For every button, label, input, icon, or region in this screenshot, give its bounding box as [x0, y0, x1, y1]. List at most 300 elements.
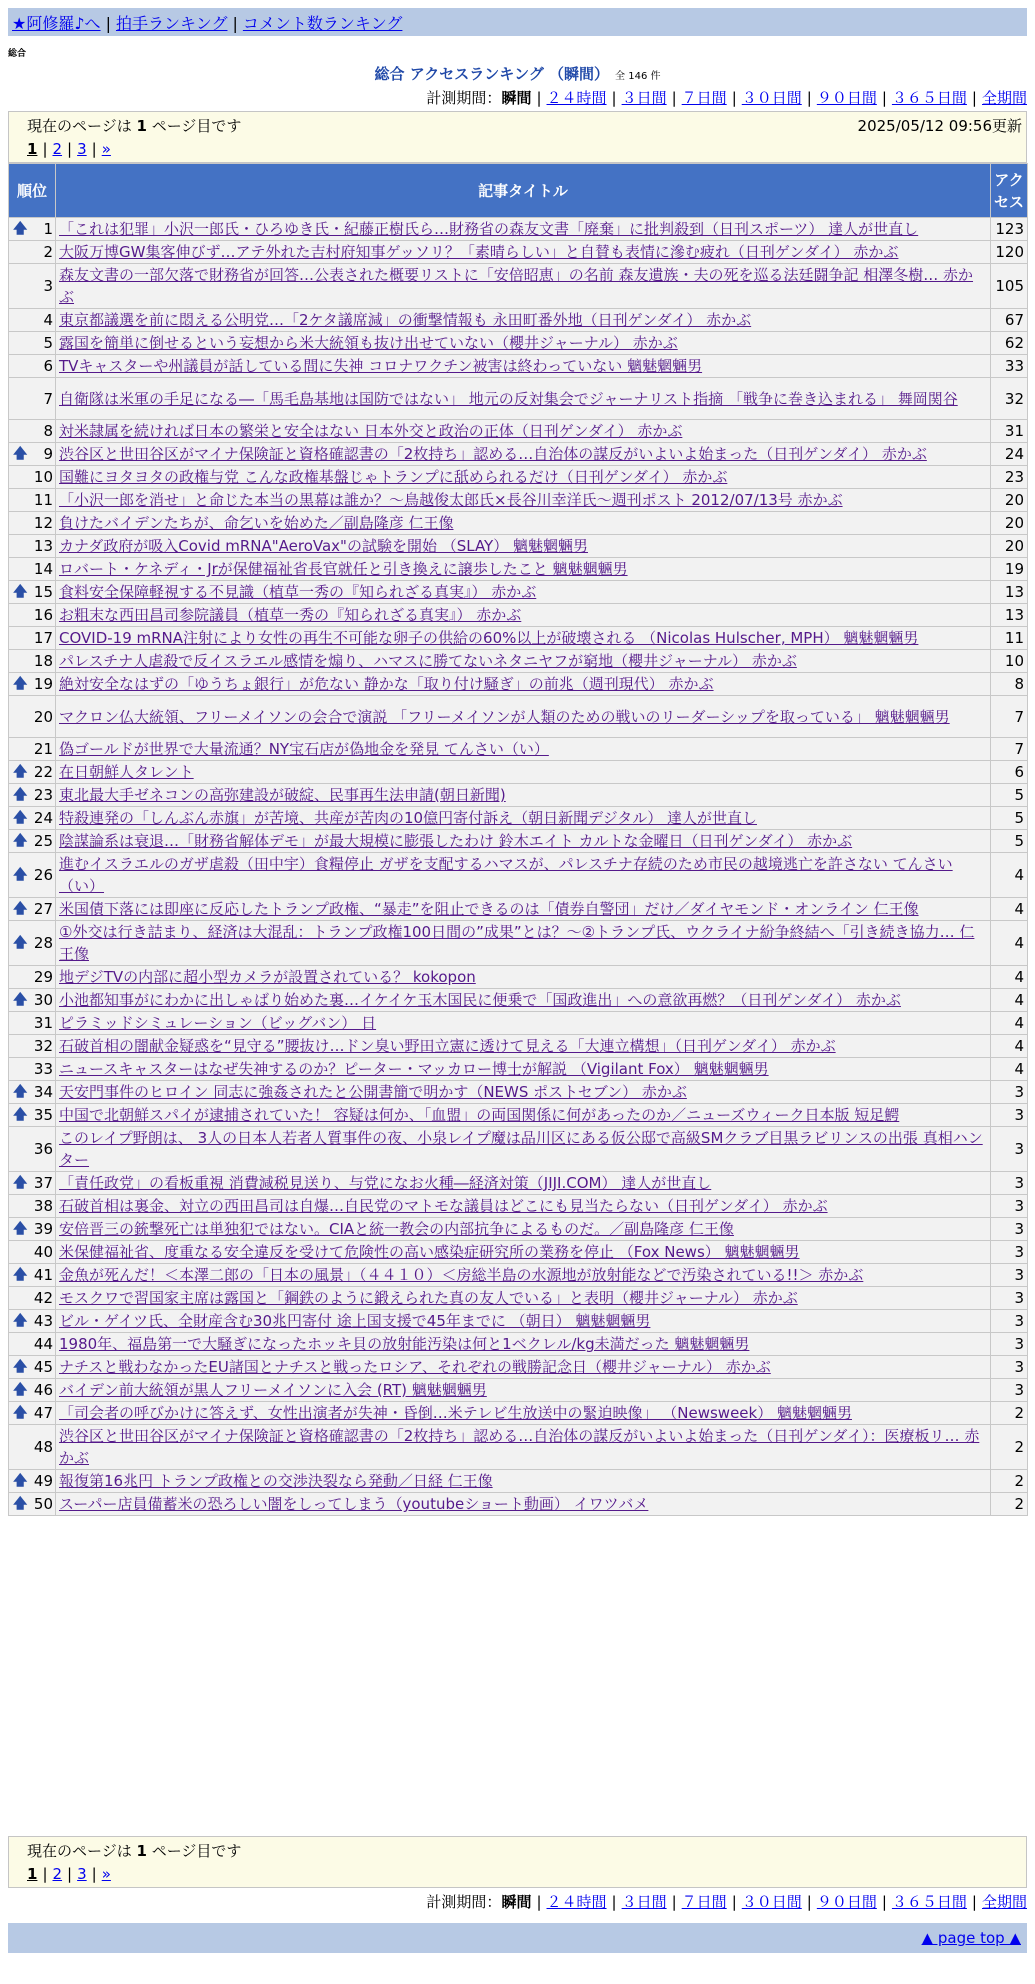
- title-cell: [56, 1310, 991, 1333]
- title-cell: [56, 443, 991, 466]
- rank-cell: [9, 673, 56, 696]
- article-title-link[interactable]: 「司会者の呼びかけに答えず、女性出演者が失神・昏倒…米テレビ生放送中の緊迫映像」 （Newsweek） 魑魅魍魎男: [59, 1404, 852, 1422]
- title-cell: [56, 378, 991, 420]
- nav-sep: |: [232, 14, 238, 33]
- rank-number: 33: [33, 1060, 53, 1078]
- article-title-link[interactable]: 地デジTVの内部に超小型カメラが設置されている？ kokopon: [59, 968, 476, 986]
- access-count: 3: [991, 1081, 1028, 1104]
- page-next-link[interactable]: »: [101, 1865, 111, 1883]
- article-title-link[interactable]: 「小沢一郎を消せ」と命じた本当の黒幕は誰か？～鳥越俊太郎氏×長谷川幸洋氏～週刊ポスト 2012/07/13号 赤かぶ: [59, 491, 843, 509]
- title-cell: [56, 241, 991, 264]
- article-title-link[interactable]: 負けたバイデンたちが、命乞いを始めた／副島隆彦 仁王像: [59, 514, 454, 532]
- table-row: [9, 309, 1028, 332]
- table-row: [9, 673, 1028, 696]
- title-cell: [56, 466, 991, 489]
- access-count: 3: [991, 1264, 1028, 1287]
- rank-up-arrow-icon: 🡅: [13, 764, 28, 780]
- article-title-link[interactable]: 石破首相は裏金、対立の西田昌司は自爆…自民党のマトモな議員はどこにも見当たらない（日刊ゲンダイ） 赤かぶ: [59, 1197, 828, 1215]
- table-row: [9, 332, 1028, 355]
- access-count: 3: [991, 1172, 1028, 1195]
- rank-cell: [9, 218, 56, 241]
- rank-cell: [9, 898, 56, 921]
- access-count: 3: [991, 1104, 1028, 1127]
- period-option-3[interactable]: ３０日間: [741, 89, 802, 107]
- rank-up-arrow-icon: 🡅: [13, 901, 28, 917]
- table-row: [9, 1470, 1028, 1493]
- page-title: 総合 アクセスランキング （瞬間）: [374, 65, 610, 83]
- article-title-link[interactable]: 金魚が死んだ！＜本澤二郎の「日本の風景」（４４１０）＜房総半島の水源地が放射能などで汚染されている!!＞ 赤かぶ: [59, 1266, 864, 1284]
- article-title-link[interactable]: 渋谷区と世田谷区がマイナ保険証と資格確認書の「2枚持ち」認める…自治体の謀反がいよいよ始まった（日刊ゲンダイ）：医療板リ… 赤かぶ: [59, 1427, 980, 1467]
- access-count: 3: [991, 1241, 1028, 1264]
- page-info-suffix: ページ目です: [146, 1842, 242, 1860]
- rank-number: 15: [33, 583, 53, 601]
- rank-number: 22: [33, 763, 53, 781]
- page-info-box-top: [8, 111, 1027, 163]
- page-info-prefix: 現在のページは: [27, 1842, 137, 1860]
- title-cell: [56, 1425, 991, 1470]
- rank-up-arrow-icon: 🡅: [13, 1496, 28, 1512]
- table-row: [9, 558, 1028, 581]
- access-count: 3: [991, 1287, 1028, 1310]
- rank-cell: [9, 489, 56, 512]
- article-title-link[interactable]: 国難にヨタヨタの政権与党 こんな政権基盤じゃトランプに舐められるだけ（日刊ゲンダイ） 赤かぶ: [59, 468, 728, 486]
- rank-cell: [9, 378, 56, 420]
- access-count: 105: [991, 264, 1028, 309]
- article-title-link[interactable]: スーパー店員備蓄米の恐ろしい闇をしってしまう（youtubeショート動画） イワツバメ: [59, 1495, 649, 1513]
- title-cell: [56, 807, 991, 830]
- article-title-link[interactable]: モスクワで習国家主席は露国と「鋼鉄のように鍛えられた真の友人でいる」と表明（櫻井ジャーナル） 赤かぶ: [59, 1289, 798, 1307]
- title-cell: [56, 738, 991, 761]
- table-row: [9, 241, 1028, 264]
- article-title-link[interactable]: 渋谷区と世田谷区がマイナ保険証と資格確認書の「2枚持ち」認める…自治体の謀反がいよいよ始まった（日刊ゲンダイ） 赤かぶ: [59, 445, 927, 463]
- rank-cell: [9, 966, 56, 989]
- nav-sep: |: [105, 14, 111, 33]
- article-title-link[interactable]: 対米隷属を続ければ日本の繁栄と安全はない 日本外交と政治の正体（日刊ゲンダイ） 赤かぶ: [59, 422, 683, 440]
- rank-number: 25: [33, 832, 53, 850]
- rank-cell: [9, 650, 56, 673]
- access-count: 4: [991, 1058, 1028, 1081]
- rank-number: 30: [33, 991, 53, 1009]
- rank-cell: [9, 921, 56, 966]
- rank-cell: [9, 784, 56, 807]
- table-row: [9, 378, 1028, 420]
- rank-cell: [9, 853, 56, 898]
- title-cell: [56, 264, 991, 309]
- article-title-link[interactable]: ニュースキャスターはなぜ失神するのか？ピーター・マッカロー博士が解説 （Vigilant Fox） 魑魅魍魎男: [59, 1060, 769, 1078]
- table-row: [9, 1218, 1028, 1241]
- rank-number: 20: [33, 707, 53, 726]
- article-title-link[interactable]: 米国債下落には即座に反応したトランプ政権、“暴走”を阻止できるのは「債券自警団」だけ／ダイヤモンド・オンライン 仁王像: [59, 900, 919, 918]
- period-option-0[interactable]: ２４時間: [546, 89, 607, 107]
- article-title-link[interactable]: 米保健福祉省、度重なる安全違反を受けて危険性の高い感染症研究所の業務を停止 （Fox News） 魑魅魍魎男: [59, 1243, 800, 1261]
- rank-up-arrow-icon: 🡅: [13, 787, 28, 803]
- col-rank-header: 順位: [9, 164, 56, 218]
- rank-up-arrow-icon: 🡅: [13, 867, 28, 883]
- article-title-link[interactable]: バイデン前大統領が黒人フリーメイソンに入会 (RT) 魑魅魍魎男: [59, 1381, 487, 1399]
- rank-cell: [9, 1470, 56, 1493]
- rank-cell: [9, 807, 56, 830]
- rank-up-arrow-icon: 🡅: [13, 810, 28, 826]
- title-cell: [56, 898, 991, 921]
- access-count: 13: [991, 604, 1028, 627]
- rank-cell: [9, 1012, 56, 1035]
- rank-number: 7: [43, 389, 53, 408]
- title-cell: [56, 218, 991, 241]
- access-count: 5: [991, 784, 1028, 807]
- rank-cell: [9, 1425, 56, 1470]
- period-sep: |: [731, 1893, 737, 1911]
- table-row: [9, 604, 1028, 627]
- page-info-prefix: 現在のページは: [27, 117, 137, 135]
- table-row: [9, 627, 1028, 650]
- page-link-3[interactable]: 3: [77, 1865, 87, 1883]
- article-title-link[interactable]: ビル・ゲイツ氏、全財産含む30兆円寄付 途上国支援で45年までに （朝日） 魑魅魍魎男: [59, 1312, 651, 1330]
- rank-up-arrow-icon: 🡅: [13, 1473, 28, 1489]
- page-sep: |: [91, 1865, 97, 1883]
- article-title-link[interactable]: 「責任政党」の看板重視 消費減税見送り、与党になお火種―経済対策（JIJI.COM） 達人が世直し: [59, 1174, 712, 1192]
- title-cell: [56, 1379, 991, 1402]
- page-sep: |: [67, 140, 73, 158]
- access-count: 62: [991, 332, 1028, 355]
- table-row: [9, 738, 1028, 761]
- rank-number: 17: [33, 629, 53, 647]
- period-sep: |: [881, 1893, 887, 1911]
- article-title-link[interactable]: 陰謀論系は衰退…「財務省解体デモ」が最大規模に膨張したわけ 鈴木エイト カルトな金曜日（日刊ゲンダイ） 赤かぶ: [59, 832, 853, 850]
- title-cell: [56, 921, 991, 966]
- rank-number: 27: [33, 900, 53, 918]
- table-row: [9, 1333, 1028, 1356]
- rank-number: 43: [33, 1312, 53, 1330]
- col-access-header: アクセス: [991, 164, 1028, 218]
- article-title-link[interactable]: 大阪万博GW集客伸びず…アテ外れた吉村府知事ゲッソリ？「素晴らしい」と自賛も表情に滲む疲れ（日刊ゲンダイ） 赤かぶ: [59, 243, 899, 261]
- rank-cell: [9, 558, 56, 581]
- page-link-2[interactable]: 2: [52, 1865, 63, 1883]
- page-info-number: 1: [136, 117, 147, 135]
- period-current: 瞬間: [501, 1893, 532, 1911]
- table-row: [9, 1493, 1028, 1516]
- article-title-link[interactable]: 東北最大手ゼネコンの高弥建設が破綻、民事再生法申請(朝日新聞): [59, 786, 506, 804]
- article-title-link[interactable]: ①外交は行き詰まり、経済は大混乱：トランプ政権100日間の”成果”とは？～②トランプ氏、ウクライナ紛争終結へ「引き続き協力… 仁王像: [59, 923, 975, 963]
- table-row: [9, 1104, 1028, 1127]
- period-sep: |: [611, 1893, 617, 1911]
- page-next-link[interactable]: »: [101, 140, 111, 158]
- period-sep: |: [536, 89, 542, 107]
- title-cell: [56, 1241, 991, 1264]
- rank-number: 44: [33, 1335, 53, 1353]
- rank-cell: [9, 512, 56, 535]
- access-count: 4: [991, 921, 1028, 966]
- rank-cell: [9, 581, 56, 604]
- table-row: [9, 1264, 1028, 1287]
- rank-number: 35: [33, 1106, 53, 1124]
- article-title-link[interactable]: 森友文書の一部欠落で財務省が回答…公表された概要リストに「安倍昭恵」の名前 森友遺族・夫の死を巡る法廷闘争記 相澤冬樹… 赤かぶ: [59, 266, 974, 306]
- rank-cell: [9, 241, 56, 264]
- access-count: 5: [991, 830, 1028, 853]
- access-count: 3: [991, 1356, 1028, 1379]
- title-cell: [56, 784, 991, 807]
- period-sep: |: [731, 89, 737, 107]
- article-title-link[interactable]: 天安門事件のヒロイン 同志に強姦されたと公開書簡で明かす（NEWS ポストセブン） 赤かぶ: [59, 1083, 687, 1101]
- rank-cell: [9, 355, 56, 378]
- page-sep: |: [42, 1865, 48, 1883]
- rank-up-arrow-icon: 🡅: [13, 446, 28, 462]
- ranking-table-body: [9, 218, 1028, 1516]
- table-row: [9, 853, 1028, 898]
- rank-number: 23: [33, 786, 53, 804]
- ranking-title-line: [0, 63, 1035, 84]
- article-title-link[interactable]: 在日朝鮮人タレント: [59, 763, 194, 781]
- rank-number: 21: [33, 740, 53, 758]
- page-link-2[interactable]: 2: [52, 140, 63, 158]
- access-count: 3: [991, 1218, 1028, 1241]
- period-current: 瞬間: [501, 89, 532, 107]
- rank-cell: [9, 466, 56, 489]
- article-title-link[interactable]: ピラミッドシミュレーション（ビッグバン） 日: [59, 1014, 377, 1032]
- period-option-1[interactable]: ３日間: [621, 1893, 667, 1911]
- rank-number: 10: [33, 468, 53, 486]
- period-option-1[interactable]: ３日間: [621, 89, 667, 107]
- current-page-info: [27, 1840, 1008, 1861]
- table-row: [9, 830, 1028, 853]
- period-sep: |: [806, 89, 812, 107]
- article-title-link[interactable]: 東京都議選を前に悶える公明党…「2ケタ議席減」の衝撃情報も 永田町番外地（日刊ゲンダイ） 赤かぶ: [59, 311, 752, 329]
- rank-cell: [9, 535, 56, 558]
- table-row: [9, 1310, 1028, 1333]
- access-count: 120: [991, 241, 1028, 264]
- rank-cell: [9, 1287, 56, 1310]
- rank-cell: [9, 627, 56, 650]
- period-option-4[interactable]: ９０日間: [816, 1893, 877, 1911]
- rank-up-arrow-icon: 🡅: [13, 1084, 28, 1100]
- article-title-link[interactable]: 偽ゴールドが世界で大量流通？NY宝石店が偽地金を発見 てんさい（い）: [59, 740, 549, 758]
- rank-number: 50: [33, 1495, 53, 1513]
- period-sep: |: [611, 89, 617, 107]
- access-count: 123: [991, 218, 1028, 241]
- table-row: [9, 921, 1028, 966]
- article-title-link[interactable]: 進むイスラエルのガザ虐殺（田中宇）食糧停止 ガザを支配するハマスが、パレスチナ存続のため市民の越境逃亡を許さない てんさい（い）: [59, 855, 953, 895]
- period-option-6[interactable]: 全期間: [981, 89, 1027, 107]
- article-title-link[interactable]: 絶対安全なはずの「ゆうちょ銀行」が危ない 静かな「取り付け騒ぎ」の前兆（週刊現代） 赤かぶ: [59, 675, 714, 693]
- period-selector-top: [426, 87, 1027, 108]
- table-row: [9, 650, 1028, 673]
- access-count: 7: [991, 738, 1028, 761]
- rank-cell: [9, 761, 56, 784]
- rank-number: 40: [33, 1243, 53, 1261]
- period-option-2[interactable]: ７日間: [681, 1893, 727, 1911]
- rank-cell: [9, 1218, 56, 1241]
- access-count: 3: [991, 1379, 1028, 1402]
- title-cell: [56, 1127, 991, 1172]
- ranking-table: [8, 163, 1028, 1516]
- rank-up-arrow-icon: 🡅: [13, 676, 28, 692]
- rank-cell: [9, 604, 56, 627]
- article-title-link[interactable]: パレスチナ人虐殺で反イスラエル感情を煽り、ハマスに勝てないネタニヤフが窮地（櫻井ジャーナル） 赤かぶ: [59, 652, 797, 670]
- rank-up-arrow-icon: 🡅: [13, 1382, 28, 1398]
- rank-number: 14: [33, 560, 53, 578]
- period-sep: |: [671, 1893, 677, 1911]
- rank-up-arrow-icon: 🡅: [13, 833, 28, 849]
- rank-cell: [9, 1310, 56, 1333]
- rank-number: 48: [33, 1438, 53, 1456]
- title-cell: [56, 1402, 991, 1425]
- article-title-link[interactable]: 「これは犯罪」小沢一郎氏・ひろゆき氏・紀藤正樹氏ら…財務省の森友文書「廃棄」に批判殺到（日刊スポーツ） 達人が世直し: [59, 220, 919, 238]
- article-title-link[interactable]: 報復第16兆円 トランプ政権との交渉決裂なら発動／日経 仁王像: [59, 1472, 493, 1490]
- article-title-link[interactable]: 安倍晋三の銃撃死亡は単独犯ではない。CIAと統一教会の内部抗争によるものだ。／副島隆彦 仁王像: [59, 1220, 734, 1238]
- rank-number: 29: [33, 968, 53, 986]
- title-cell: [56, 830, 991, 853]
- article-title-link[interactable]: このレイプ野朗は、 3人の日本人若者人質事件の夜、小泉レイプ魔は品川区にある仮公邸で高級SMクラブ目黒ラビリンスの出張 真相ハンター: [59, 1129, 983, 1169]
- rank-up-arrow-icon: 🡅: [13, 1313, 28, 1329]
- title-cell: [56, 558, 991, 581]
- rank-number: 39: [33, 1220, 53, 1238]
- rank-up-arrow-icon: 🡅: [13, 221, 28, 237]
- rank-up-arrow-icon: 🡅: [13, 1405, 28, 1421]
- article-title-link[interactable]: 露国を簡単に倒せるという妄想から米大統領も抜け出せていない（櫻井ジャーナル） 赤かぶ: [59, 334, 678, 352]
- article-title-link[interactable]: カナダ政府が吸入Covid mRNA"AeroVax"の試験を開始 （SLAY） 魑魅魍魎男: [59, 537, 588, 555]
- table-row: [9, 696, 1028, 738]
- table-row: [9, 264, 1028, 309]
- rank-up-arrow-icon: 🡅: [13, 992, 28, 1008]
- table-row: [9, 420, 1028, 443]
- title-cell: [56, 1356, 991, 1379]
- rank-number: 47: [33, 1404, 53, 1422]
- period-label: 計測期間：: [426, 1893, 502, 1911]
- rank-cell: [9, 1081, 56, 1104]
- access-count: 4: [991, 1035, 1028, 1058]
- table-row: [9, 1356, 1028, 1379]
- article-title-link[interactable]: 自衛隊は米軍の手足になる―「馬毛島基地は国防ではない」 地元の反対集会でジャーナリスト指摘 「戦争に巻き込まれる」 舞岡関谷: [59, 389, 958, 408]
- rank-up-arrow-icon: 🡅: [13, 1267, 28, 1283]
- rank-number: 46: [33, 1381, 53, 1399]
- period-option-3[interactable]: ３０日間: [741, 1893, 802, 1911]
- rank-number: 2: [43, 243, 53, 261]
- clap-ranking-link[interactable]: 拍手ランキング: [115, 14, 228, 33]
- access-count: 11: [991, 627, 1028, 650]
- rank-cell: [9, 1356, 56, 1379]
- title-cell: [56, 1104, 991, 1127]
- rank-cell: [9, 989, 56, 1012]
- article-title-link[interactable]: 特殺連発の「しんぶん赤旗」が苦境、共産が苦肉の10億円寄付訴え（朝日新聞デジタル） 達人が世直し: [59, 809, 757, 827]
- rank-number: 4: [43, 311, 53, 329]
- rank-number: 45: [33, 1358, 53, 1376]
- access-count: 10: [991, 650, 1028, 673]
- period-option-0[interactable]: ２４時間: [546, 1893, 607, 1911]
- title-cell: [56, 332, 991, 355]
- article-title-link[interactable]: COVID-19 mRNA注射により女性の再生不可能な卵子の供給の60%以上が破壊される （Nicolas Hulscher, MPH） 魑魅魍魎男: [59, 629, 919, 647]
- access-count: 2: [991, 1425, 1028, 1470]
- rank-cell: [9, 1379, 56, 1402]
- period-sep: |: [971, 1893, 977, 1911]
- title-cell: [56, 1470, 991, 1493]
- article-title-link[interactable]: 中国で北朝鮮スパイが逮捕されていた！ 容疑は何か、「血盟」の両国関係に何があったのか／ニューズウィーク日本版 短足鰐: [59, 1106, 900, 1124]
- table-row: [9, 489, 1028, 512]
- page-info-number: 1: [136, 1842, 147, 1860]
- title-cell: [56, 1012, 991, 1035]
- rank-number: 3: [43, 277, 53, 295]
- period-option-5[interactable]: ３６５日間: [891, 89, 967, 107]
- rank-number: 16: [33, 606, 53, 624]
- rank-number: 49: [33, 1472, 53, 1490]
- access-count: 23: [991, 466, 1028, 489]
- pagination: [27, 140, 1008, 158]
- rank-number: 34: [33, 1083, 53, 1101]
- period-option-2[interactable]: ７日間: [681, 89, 727, 107]
- rank-cell: [9, 738, 56, 761]
- rank-number: 6: [43, 357, 53, 375]
- access-count: 20: [991, 535, 1028, 558]
- access-count: 2: [991, 1470, 1028, 1493]
- col-title-header: 記事タイトル: [56, 164, 991, 218]
- title-cell: [56, 966, 991, 989]
- article-title-link[interactable]: ナチスと戦わなかったEU諸国とナチスと戦ったロシア、それぞれの戦勝記念日（櫻井ジャーナル） 赤かぶ: [59, 1358, 771, 1376]
- table-row: [9, 512, 1028, 535]
- article-title-link[interactable]: ロバート・ケネディ・Jrが保健福祉省長官就任と引き換えに譲歩したこと 魑魅魍魎男: [59, 560, 628, 578]
- access-count: 4: [991, 1012, 1028, 1035]
- title-cell: [56, 1195, 991, 1218]
- rank-number: 37: [33, 1174, 53, 1192]
- rank-number: 19: [33, 675, 53, 693]
- page-link-3[interactable]: 3: [77, 140, 87, 158]
- title-cell: [56, 604, 991, 627]
- period-sep: |: [806, 1893, 812, 1911]
- home-link[interactable]: ★阿修羅♪へ: [12, 14, 101, 33]
- access-count: 20: [991, 489, 1028, 512]
- title-cell: [56, 1081, 991, 1104]
- period-option-6[interactable]: 全期間: [981, 1893, 1027, 1911]
- rank-cell: [9, 1264, 56, 1287]
- table-row: [9, 807, 1028, 830]
- rank-cell: [9, 1333, 56, 1356]
- rank-cell: [9, 420, 56, 443]
- table-row: [9, 1402, 1028, 1425]
- article-title-link[interactable]: マクロン仏大統領、フリーメイソンの会合で演説 「フリーメイソンが人類のための戦いのリーダーシップを取っている」 魑魅魍魎男: [59, 707, 950, 726]
- rank-number: 36: [33, 1140, 53, 1158]
- rank-cell: [9, 309, 56, 332]
- title-cell: [56, 512, 991, 535]
- table-row: [9, 989, 1028, 1012]
- period-option-4[interactable]: ９０日間: [816, 89, 877, 107]
- period-sep: |: [971, 89, 977, 107]
- article-title-link[interactable]: お粗末な西田昌司参院議員（植草一秀の『知られざる真実』） 赤かぶ: [59, 606, 522, 624]
- title-cell: [56, 1218, 991, 1241]
- article-title-link[interactable]: 小池都知事がにわかに出しゃばり始めた裏…イケイケ玉木国民に便乗で「国政進出」への意欲再燃？（日刊ゲンダイ） 赤かぶ: [59, 991, 901, 1009]
- period-option-5[interactable]: ３６５日間: [891, 1893, 967, 1911]
- top-nav-bar: [8, 8, 1027, 36]
- page-info-suffix: ページ目です: [146, 117, 242, 135]
- article-title-link[interactable]: 1980年、福島第一で大騒ぎになったホッキ貝の放射能汚染は何と1ベクレル/kg未満だった 魑魅魍魎男: [59, 1335, 750, 1353]
- article-title-link[interactable]: 食料安全保障軽視する不見識（植草一秀の『知られざる真実』） 赤かぶ: [59, 583, 537, 601]
- comment-ranking-link[interactable]: コメント数ランキング: [242, 14, 403, 33]
- title-cell: [56, 535, 991, 558]
- updated-timestamp: 2025/05/12 09:56更新: [857, 117, 1022, 135]
- title-cell: [56, 989, 991, 1012]
- table-row: [9, 966, 1028, 989]
- rank-number: 26: [33, 866, 53, 884]
- rank-number: 24: [33, 809, 53, 827]
- page-top-link[interactable]: ▲ page top ▲: [921, 1929, 1021, 1947]
- page-current: 1: [27, 1865, 38, 1883]
- access-count: 3: [991, 1195, 1028, 1218]
- title-cell: [56, 673, 991, 696]
- rank-up-arrow-icon: 🡅: [13, 1107, 28, 1123]
- article-title-link[interactable]: 石破首相の闇献金疑惑を“見守る”腰抜け…ドン臭い野田立憲に透けて見える「大連立構想」（日刊ゲンダイ） 赤かぶ: [59, 1037, 836, 1055]
- rank-number: 41: [33, 1266, 53, 1284]
- article-title-link[interactable]: TVキャスターや州議員が話している間に失神 コロナワクチン被害は終わっていない 魑魅魍魎男: [59, 357, 703, 375]
- title-cell: [56, 696, 991, 738]
- access-count: 4: [991, 989, 1028, 1012]
- access-count: 2: [991, 1493, 1028, 1516]
- rank-number: 18: [33, 652, 53, 670]
